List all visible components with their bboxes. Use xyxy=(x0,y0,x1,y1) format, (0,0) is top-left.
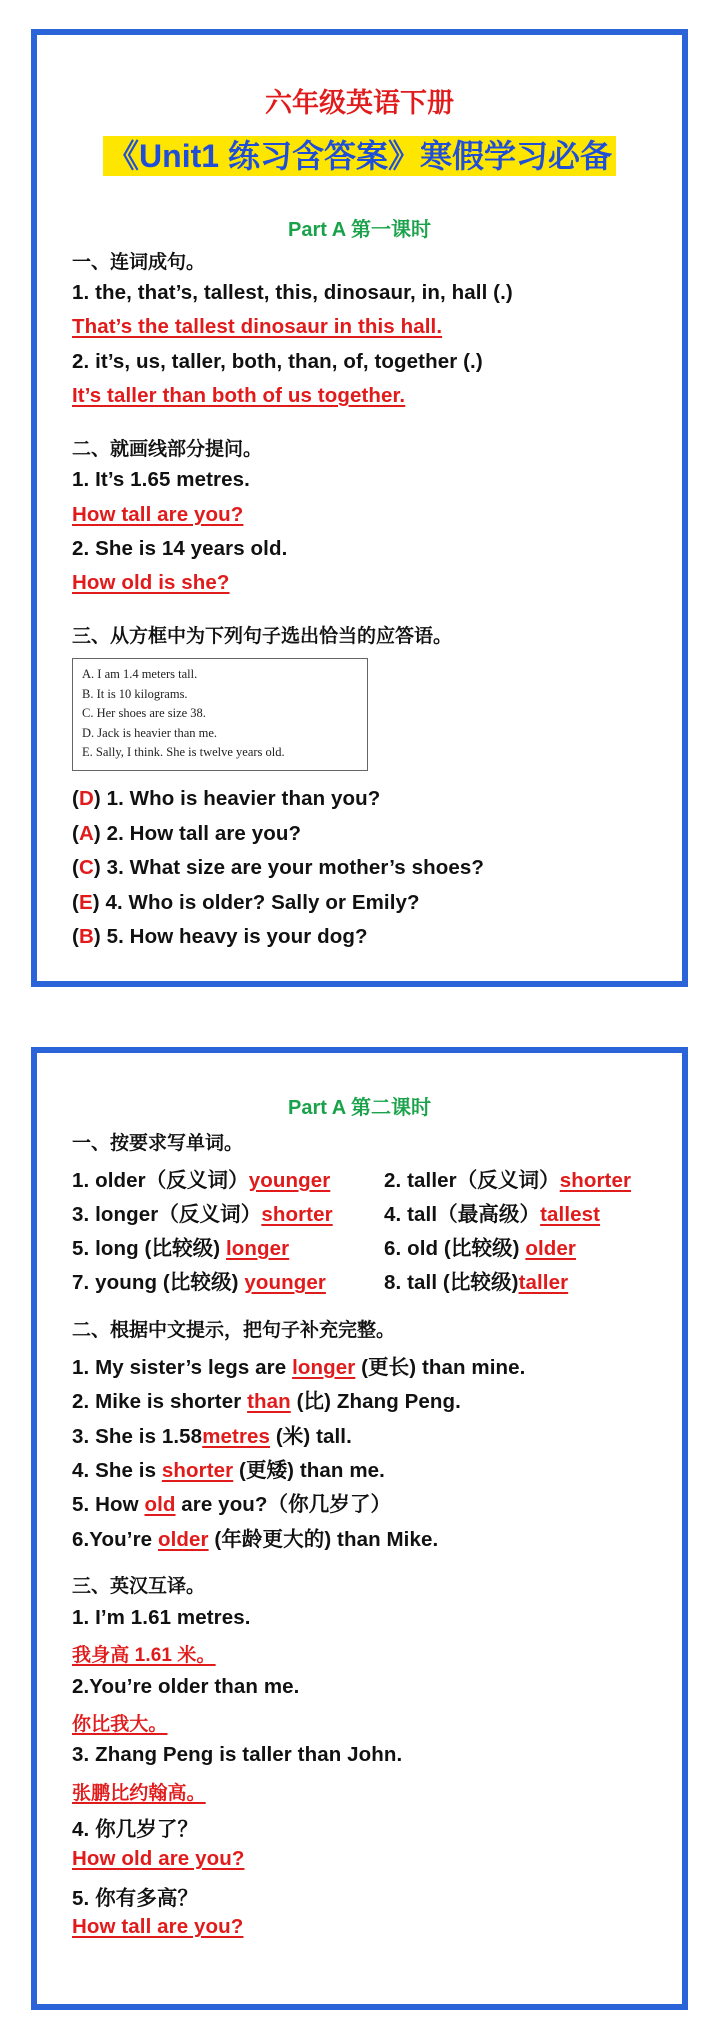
translate-question-5: 5. 你有多高？ xyxy=(72,1887,199,1910)
option-a: A. I am 1.4 meters tall. xyxy=(82,667,198,681)
word-answer: shorter xyxy=(261,1203,333,1226)
fill-item-4 xyxy=(72,1453,385,1483)
fill-answer: old xyxy=(144,1493,176,1516)
fill-text: 2. Mike is shorter xyxy=(72,1390,248,1413)
translate-answer-1: 我身高 1.61 米。 xyxy=(72,1645,216,1666)
option-c: C. Her shoes are size 38. xyxy=(82,706,206,720)
word-prompt: 1. older（反义词） xyxy=(72,1169,249,1192)
translate-answer-4: How old are you? xyxy=(72,1847,245,1870)
word-item-7 xyxy=(72,1265,326,1295)
option-d: D. Jack is heavier than me. xyxy=(82,725,218,740)
translate-question-3: 3. Zhang Peng is taller than John. xyxy=(72,1743,403,1766)
matching-item-2: (A) 2. How tall are you? xyxy=(72,822,302,845)
fill-item-2 xyxy=(72,1384,461,1414)
matching-item-5: (B) 5. How heavy is your dog? xyxy=(72,925,368,948)
translate-answer-2: 你比我大。 xyxy=(72,1714,168,1735)
matching-answer: C xyxy=(78,856,94,879)
part-a-lesson-1-heading: Part A 第一课时 xyxy=(288,219,431,241)
section-2-heading: 二、根据中文提示，把句子补充完整。 xyxy=(72,1320,396,1341)
word-prompt: 4. tall（最高级） xyxy=(384,1203,541,1226)
word-item-8 xyxy=(384,1265,568,1295)
exercise-card-lesson-2 xyxy=(31,1047,688,2010)
word-prompt: 8. tall (比较级) xyxy=(384,1271,519,1294)
matching-item-1: (D) 1. Who is heavier than you? xyxy=(72,787,381,810)
translate-answer-5: How tall are you? xyxy=(72,1915,244,1938)
fill-item-6 xyxy=(72,1522,438,1552)
fill-text: (更矮) than me. xyxy=(233,1459,385,1482)
fill-text: (比) Zhang Peng. xyxy=(290,1390,461,1413)
options-box xyxy=(72,658,368,771)
section-2-heading: 二、就画线部分提问。 xyxy=(72,439,263,460)
matching-answer: A xyxy=(78,822,94,845)
answer-2: How old is she? xyxy=(72,571,230,594)
word-prompt: 7. young (比较级) xyxy=(72,1271,245,1294)
answer-1: How tall are you? xyxy=(72,503,244,526)
question-1: 1. It’s 1.65 metres. xyxy=(72,468,250,491)
fill-answer: longer xyxy=(292,1356,356,1379)
section-3-heading: 三、英汉互译。 xyxy=(72,1576,206,1597)
exercise-card-lesson-1 xyxy=(31,29,688,987)
matching-answer: B xyxy=(78,925,94,948)
matching-item-3: (C) 3. What size are your mother’s shoes? xyxy=(72,856,484,879)
word-answer: older xyxy=(525,1237,577,1260)
translate-answer-3: 张鹏比约翰高。 xyxy=(72,1783,206,1804)
page-title: 六年级英语下册 xyxy=(265,88,454,118)
fill-text: are you?（你几岁了） xyxy=(175,1493,392,1516)
part-a-lesson-2-heading: Part A 第二课时 xyxy=(288,1097,431,1119)
matching-answer: D xyxy=(78,787,94,810)
fill-answer: older xyxy=(157,1528,209,1551)
question-1: 1. the, that’s, tallest, this, dinosaur, in, hall (.) xyxy=(72,281,513,304)
word-item-6 xyxy=(384,1231,576,1261)
word-answer: younger xyxy=(244,1271,326,1294)
fill-text: 5. How xyxy=(72,1493,145,1516)
matching-question: 3. What size are your mother’s shoes? xyxy=(106,856,484,879)
word-prompt: 6. old (比较级) xyxy=(384,1237,526,1260)
word-item-3 xyxy=(72,1197,333,1227)
option-e: E. Sally, I think. She is twelve years old. xyxy=(82,745,285,759)
word-answer: shorter xyxy=(559,1169,632,1192)
question-2: 2. She is 14 years old. xyxy=(72,537,288,560)
word-item-5 xyxy=(72,1231,289,1261)
word-item-1 xyxy=(72,1163,330,1193)
fill-answer: shorter xyxy=(161,1459,234,1482)
section-1-heading: 一、按要求写单词。 xyxy=(72,1133,244,1154)
word-answer: longer xyxy=(226,1237,290,1260)
matching-item-4: (E) 4. Who is older? Sally or Emily? xyxy=(72,891,420,914)
matching-question: 1. Who is heavier than you? xyxy=(106,787,381,810)
fill-item-3 xyxy=(72,1419,352,1449)
fill-item-1 xyxy=(72,1350,525,1380)
matching-question: 2. How tall are you? xyxy=(106,822,302,845)
fill-text: (米) tall. xyxy=(270,1425,352,1448)
fill-text: 6.You’re xyxy=(72,1528,158,1551)
translate-question-2: 2.You’re older than me. xyxy=(72,1675,300,1698)
fill-answer: than xyxy=(247,1390,291,1413)
matching-question: 4. Who is older? Sally or Emily? xyxy=(105,891,420,914)
fill-text: 4. She is xyxy=(72,1459,162,1482)
word-item-4 xyxy=(384,1197,600,1227)
word-answer: younger xyxy=(248,1169,331,1192)
page-subtitle xyxy=(37,131,682,177)
word-answer: tallest xyxy=(540,1203,601,1226)
word-answer: taller xyxy=(518,1271,569,1294)
word-item-2 xyxy=(384,1163,631,1193)
word-prompt: 2. taller（反义词） xyxy=(384,1169,560,1192)
matching-question: 5. How heavy is your dog? xyxy=(106,925,368,948)
word-prompt: 5. long (比较级) xyxy=(72,1237,226,1260)
fill-text: 3. She is 1.58 xyxy=(72,1425,203,1448)
question-2: 2. it’s, us, taller, both, than, of, together (.) xyxy=(72,350,483,373)
fill-text: (年龄更大的) than Mike. xyxy=(208,1528,439,1551)
matching-answer: E xyxy=(78,891,93,914)
section-1-heading: 一、连词成句。 xyxy=(72,252,206,273)
section-3-heading: 三、从方框中为下列句子选出恰当的应答语。 xyxy=(72,626,453,647)
word-prompt: 3. longer（反义词） xyxy=(72,1203,262,1226)
answer-2: It’s taller than both of us together. xyxy=(72,384,406,407)
fill-text: 1. My sister’s legs are xyxy=(72,1356,293,1379)
subtitle-highlight: 《Unit1 练习含答案》寒假学习必备 xyxy=(103,136,616,176)
fill-text: (更长) than mine. xyxy=(355,1356,526,1379)
option-b: B. It is 10 kilograms. xyxy=(82,686,188,701)
answer-1: That’s the tallest dinosaur in this hall. xyxy=(72,315,443,338)
fill-item-5 xyxy=(72,1487,391,1517)
fill-answer: metres xyxy=(202,1425,271,1448)
translate-question-1: 1. I’m 1.61 metres. xyxy=(72,1606,251,1629)
translate-question-4: 4. 你几岁了？ xyxy=(72,1818,199,1841)
